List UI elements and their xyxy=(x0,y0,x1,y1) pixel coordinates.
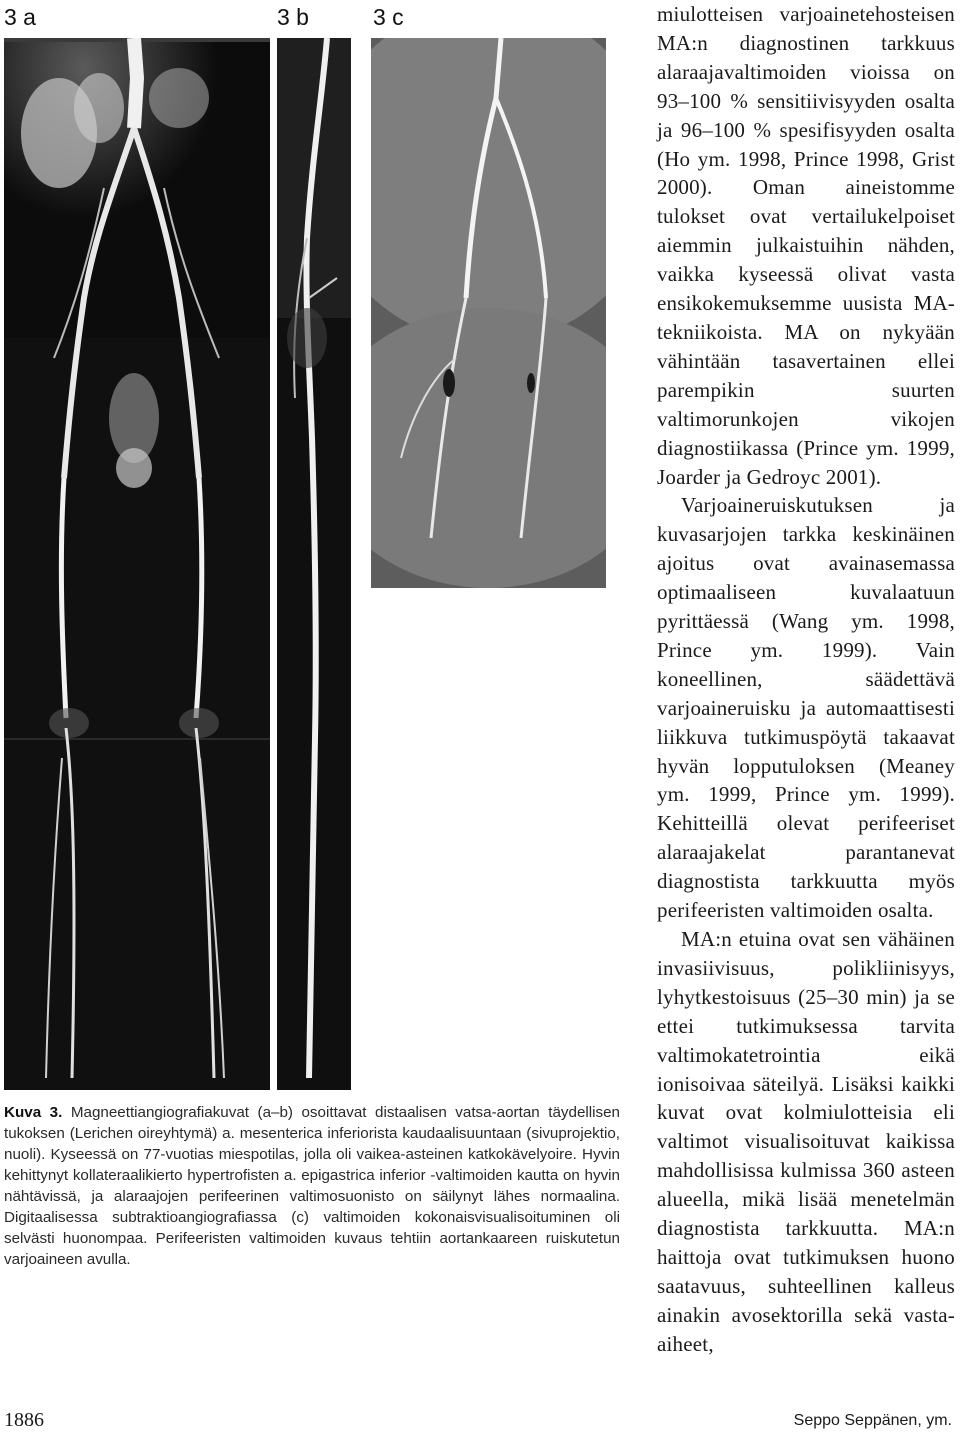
figure-label-c: 3 c xyxy=(373,4,404,30)
page-number: 1886 xyxy=(4,1409,44,1431)
running-author: Seppo Seppänen, ym. xyxy=(793,1412,952,1429)
caption-lead: Kuva 3. xyxy=(4,1104,63,1121)
paragraph-1: miulotteisen varjoainetehosteisen MA:n diagnostinen tarkkuus alaraajavaltimoiden vioissa on 93–100 % sensitiivisyyden osalta ja 96–100 % spesifisyyden osalta (Ho ym. 1998, Prince 1998, Grist 2000). Oman aineistomme tulokset ovat vertailukelpoiset aiemmin julkaistuihin nähden, vaikka kyseessä olivat vasta ensikokemuksemme uusista MA-tekniikoista. MA on nykyään vähintään tasavertainen ellei parempikin suurten valtimorunkojen vikojen diagnostiikassa (Prince ym. 1999, Joarder ja Gedroyc 2001). xyxy=(657,2,955,489)
paragraph-2: Varjoaineruiskutuksen ja kuvasarjojen tarkka keskinäinen ajoitus ovat avainasemassa optimaaliseen kuvalaatuun pyrittäessä (Wang ym. 1998, Prince ym. 1999). Vain koneellinen, säädettävä varjoaineruisku ja automaattisesti liikkuva tutkimuspöytä takaavat hyvän lopputuloksen (Meaney ym. 1999, Prince ym. 1999). Kehitteillä olevat perifeeriset alaraajakelat parantanevat diagnostista tarkkuutta myös perifeeristen valtimoiden osalta. xyxy=(657,493,955,923)
figure-label-b: 3 b xyxy=(277,4,309,30)
paragraph-3: MA:n etuina ovat sen vähäinen invasiivisuus, polikliinisyys, lyhytkestoisuus (25–30 min) ja se ettei tutkimuksessa tarvita valtimokatetrointia eikä ionisoivaa säteilyä. Lisäksi kaikki kuvat ovat kolmiulotteisia eli valtimot visualisoituvat kaikissa mahdollisissa kulmissa 360 asteen alueella, mikä lisää menetelmän diagnostista tarkkuutta. MA:n haittoja ovat tutkimuksen huono saatavuus, suhteellinen kalleus ainakin avosektorilla sekä vasta-aiheet, xyxy=(657,927,955,1356)
caption-text: Magneettiangiografiakuvat (a–b) osoittavat distaalisen vatsa-aortan täydellisen tukoksen (Lerichen oireyhtymä) a. mesenterica inferiorista kaudaalisuuntaan (sivuprojektio, nuoli). Kyseessä on 77-vuotias miespotilas, jolla oli vaikea-asteinen katkokävelyoire. Hyvin kehittynyt kollateraalikierto hypertrofisten a. epigastrica inferior -valtimoiden kautta on hyvin nähtävissä, ja alaraajojen perifeerinen valtimosuonisto on säilynyt lähes normaalina. Digitaalisessa subtraktioangiografiassa (c) valtimoiden kokonaisvisualisoituminen oli selvästi huonompaa. Perifeeristen valtimoiden kuvaus tehtiin aortankaareen ruiskutetun varjoaineen avulla. xyxy=(4,1104,620,1268)
figure-label-a: 3 a xyxy=(4,4,36,30)
angiogram-image-c xyxy=(371,38,606,588)
body-text-column xyxy=(657,0,955,1359)
angiogram-image-b xyxy=(277,38,351,1090)
figure-caption xyxy=(4,1102,620,1270)
angiogram-image-a xyxy=(4,38,270,1090)
